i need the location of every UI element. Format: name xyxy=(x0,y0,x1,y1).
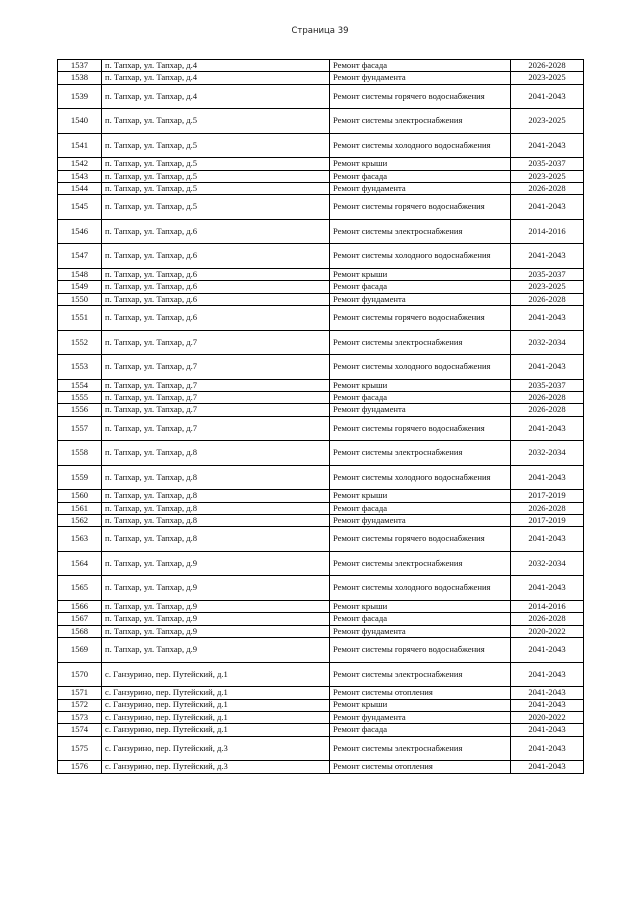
work-type-cell: Ремонт фасада xyxy=(330,502,511,514)
address-cell: п. Тапхар, ул. Тапхар, д.9 xyxy=(102,638,330,663)
period-cell: 2035-2037 xyxy=(511,268,584,280)
address-cell: п. Тапхар, ул. Тапхар, д.5 xyxy=(102,109,330,134)
period-cell: 2035-2037 xyxy=(511,379,584,391)
address-cell: п. Тапхар, ул. Тапхар, д.6 xyxy=(102,268,330,280)
table-row xyxy=(58,219,584,244)
period-cell: 2026-2028 xyxy=(511,293,584,305)
address-cell: п. Тапхар, ул. Тапхар, д.4 xyxy=(102,72,330,84)
address-cell: п. Тапхар, ул. Тапхар, д.8 xyxy=(102,490,330,502)
work-type-cell: Ремонт системы горячего водоснабжения xyxy=(330,306,511,331)
work-type-cell: Ремонт фасада xyxy=(330,170,511,182)
period-cell: 2023-2025 xyxy=(511,170,584,182)
period-cell: 2023-2025 xyxy=(511,72,584,84)
address-cell: п. Тапхар, ул. Тапхар, д.8 xyxy=(102,527,330,552)
period-cell: 2014-2016 xyxy=(511,600,584,612)
work-type-cell: Ремонт системы электроснабжения xyxy=(330,109,511,134)
table-row xyxy=(58,268,584,280)
address-cell: п. Тапхар, ул. Тапхар, д.7 xyxy=(102,416,330,441)
work-type-cell: Ремонт фундамента xyxy=(330,404,511,416)
row-number-cell: 1543 xyxy=(58,170,102,182)
row-number-cell: 1575 xyxy=(58,736,102,761)
table-row xyxy=(58,662,584,687)
table-row xyxy=(58,330,584,355)
work-type-cell: Ремонт фасада xyxy=(330,613,511,625)
row-number-cell: 1572 xyxy=(58,699,102,711)
row-number-cell: 1552 xyxy=(58,330,102,355)
row-number-cell: 1565 xyxy=(58,576,102,601)
address-cell: п. Тапхар, ул. Тапхар, д.8 xyxy=(102,502,330,514)
work-type-cell: Ремонт фасада xyxy=(330,724,511,736)
work-type-cell: Ремонт крыши xyxy=(330,158,511,170)
address-cell: п. Тапхар, ул. Тапхар, д.9 xyxy=(102,613,330,625)
table-row xyxy=(58,109,584,134)
work-type-cell: Ремонт системы холодного водоснабжения xyxy=(330,465,511,490)
period-cell: 2026-2028 xyxy=(511,60,584,72)
table-row xyxy=(58,72,584,84)
table-body xyxy=(58,60,584,774)
period-cell: 2017-2019 xyxy=(511,490,584,502)
row-number-cell: 1546 xyxy=(58,219,102,244)
table-row xyxy=(58,724,584,736)
work-type-cell: Ремонт системы электроснабжения xyxy=(330,662,511,687)
period-cell: 2035-2037 xyxy=(511,158,584,170)
period-cell: 2041-2043 xyxy=(511,699,584,711)
address-cell: п. Тапхар, ул. Тапхар, д.7 xyxy=(102,379,330,391)
period-cell: 2032-2034 xyxy=(511,330,584,355)
row-number-cell: 1568 xyxy=(58,625,102,637)
table-row xyxy=(58,736,584,761)
address-cell: п. Тапхар, ул. Тапхар, д.4 xyxy=(102,60,330,72)
work-type-cell: Ремонт фундамента xyxy=(330,515,511,527)
period-cell: 2041-2043 xyxy=(511,527,584,552)
table-row xyxy=(58,699,584,711)
row-number-cell: 1562 xyxy=(58,515,102,527)
period-cell: 2023-2025 xyxy=(511,281,584,293)
row-number-cell: 1564 xyxy=(58,551,102,576)
work-type-cell: Ремонт фасада xyxy=(330,281,511,293)
row-number-cell: 1550 xyxy=(58,293,102,305)
address-cell: п. Тапхар, ул. Тапхар, д.7 xyxy=(102,392,330,404)
table-row xyxy=(58,133,584,158)
table-row xyxy=(58,404,584,416)
address-cell: с. Ганзурино, пер. Путейский, д.3 xyxy=(102,736,330,761)
address-cell: с. Ганзурино, пер. Путейский, д.1 xyxy=(102,662,330,687)
work-type-cell: Ремонт системы отопления xyxy=(330,687,511,699)
period-cell: 2041-2043 xyxy=(511,638,584,663)
row-number-cell: 1556 xyxy=(58,404,102,416)
period-cell: 2014-2016 xyxy=(511,219,584,244)
table-row xyxy=(58,687,584,699)
row-number-cell: 1569 xyxy=(58,638,102,663)
period-cell: 2032-2034 xyxy=(511,441,584,466)
work-type-cell: Ремонт системы электроснабжения xyxy=(330,330,511,355)
row-number-cell: 1567 xyxy=(58,613,102,625)
period-cell: 2041-2043 xyxy=(511,244,584,269)
table-row xyxy=(58,527,584,552)
work-type-cell: Ремонт системы горячего водоснабжения xyxy=(330,416,511,441)
row-number-cell: 1545 xyxy=(58,195,102,220)
table-row xyxy=(58,183,584,195)
address-cell: п. Тапхар, ул. Тапхар, д.6 xyxy=(102,219,330,244)
work-type-cell: Ремонт системы электроснабжения xyxy=(330,551,511,576)
address-cell: п. Тапхар, ул. Тапхар, д.8 xyxy=(102,441,330,466)
row-number-cell: 1542 xyxy=(58,158,102,170)
row-number-cell: 1541 xyxy=(58,133,102,158)
work-type-cell: Ремонт системы холодного водоснабжения xyxy=(330,576,511,601)
row-number-cell: 1555 xyxy=(58,392,102,404)
row-number-cell: 1559 xyxy=(58,465,102,490)
table-row xyxy=(58,158,584,170)
address-cell: п. Тапхар, ул. Тапхар, д.5 xyxy=(102,158,330,170)
address-cell: п. Тапхар, ул. Тапхар, д.7 xyxy=(102,330,330,355)
address-cell: п. Тапхар, ул. Тапхар, д.7 xyxy=(102,404,330,416)
table-row xyxy=(58,490,584,502)
row-number-cell: 1544 xyxy=(58,183,102,195)
table-row xyxy=(58,576,584,601)
work-type-cell: Ремонт фундамента xyxy=(330,183,511,195)
period-cell: 2026-2028 xyxy=(511,613,584,625)
table-row xyxy=(58,638,584,663)
period-cell: 2041-2043 xyxy=(511,133,584,158)
address-cell: п. Тапхар, ул. Тапхар, д.8 xyxy=(102,465,330,490)
work-type-cell: Ремонт фундамента xyxy=(330,72,511,84)
row-number-cell: 1548 xyxy=(58,268,102,280)
row-number-cell: 1554 xyxy=(58,379,102,391)
period-cell: 2026-2028 xyxy=(511,183,584,195)
table-row xyxy=(58,244,584,269)
address-cell: п. Тапхар, ул. Тапхар, д.6 xyxy=(102,306,330,331)
work-type-cell: Ремонт системы отопления xyxy=(330,761,511,773)
work-type-cell: Ремонт фасада xyxy=(330,60,511,72)
table-row xyxy=(58,416,584,441)
row-number-cell: 1563 xyxy=(58,527,102,552)
address-cell: п. Тапхар, ул. Тапхар, д.8 xyxy=(102,515,330,527)
table-row xyxy=(58,515,584,527)
work-type-cell: Ремонт системы холодного водоснабжения xyxy=(330,355,511,380)
work-type-cell: Ремонт фасада xyxy=(330,392,511,404)
table-row xyxy=(58,392,584,404)
period-cell: 2041-2043 xyxy=(511,465,584,490)
address-cell: п. Тапхар, ул. Тапхар, д.4 xyxy=(102,84,330,109)
address-cell: п. Тапхар, ул. Тапхар, д.6 xyxy=(102,293,330,305)
work-type-cell: Ремонт фундамента xyxy=(330,711,511,723)
work-type-cell: Ремонт крыши xyxy=(330,600,511,612)
table-row xyxy=(58,170,584,182)
address-cell: п. Тапхар, ул. Тапхар, д.6 xyxy=(102,244,330,269)
table-row xyxy=(58,625,584,637)
table-row xyxy=(58,281,584,293)
row-number-cell: 1571 xyxy=(58,687,102,699)
table-row xyxy=(58,551,584,576)
period-cell: 2032-2034 xyxy=(511,551,584,576)
repair-schedule-table xyxy=(57,59,584,774)
page-number-label: Страница 39 xyxy=(291,26,349,36)
address-cell: п. Тапхар, ул. Тапхар, д.9 xyxy=(102,576,330,601)
period-cell: 2041-2043 xyxy=(511,195,584,220)
address-cell: с. Ганзурино, пер. Путейский, д.1 xyxy=(102,687,330,699)
row-number-cell: 1553 xyxy=(58,355,102,380)
period-cell: 2026-2028 xyxy=(511,392,584,404)
address-cell: п. Тапхар, ул. Тапхар, д.5 xyxy=(102,170,330,182)
work-type-cell: Ремонт системы электроснабжения xyxy=(330,219,511,244)
table-row xyxy=(58,465,584,490)
work-type-cell: Ремонт системы горячего водоснабжения xyxy=(330,195,511,220)
address-cell: с. Ганзурино, пер. Путейский, д.1 xyxy=(102,711,330,723)
work-type-cell: Ремонт системы холодного водоснабжения xyxy=(330,244,511,269)
row-number-cell: 1549 xyxy=(58,281,102,293)
address-cell: с. Ганзурино, пер. Путейский, д.1 xyxy=(102,699,330,711)
table-row xyxy=(58,84,584,109)
row-number-cell: 1561 xyxy=(58,502,102,514)
table-row xyxy=(58,379,584,391)
period-cell: 2020-2022 xyxy=(511,625,584,637)
address-cell: п. Тапхар, ул. Тапхар, д.5 xyxy=(102,195,330,220)
work-type-cell: Ремонт крыши xyxy=(330,379,511,391)
address-cell: п. Тапхар, ул. Тапхар, д.9 xyxy=(102,551,330,576)
work-type-cell: Ремонт крыши xyxy=(330,268,511,280)
period-cell: 2041-2043 xyxy=(511,724,584,736)
work-type-cell: Ремонт системы горячего водоснабжения xyxy=(330,527,511,552)
row-number-cell: 1574 xyxy=(58,724,102,736)
table-row xyxy=(58,600,584,612)
period-cell: 2041-2043 xyxy=(511,306,584,331)
period-cell: 2017-2019 xyxy=(511,515,584,527)
row-number-cell: 1576 xyxy=(58,761,102,773)
period-cell: 2041-2043 xyxy=(511,736,584,761)
address-cell: п. Тапхар, ул. Тапхар, д.6 xyxy=(102,281,330,293)
period-cell: 2041-2043 xyxy=(511,687,584,699)
table-row xyxy=(58,711,584,723)
work-type-cell: Ремонт системы электроснабжения xyxy=(330,441,511,466)
period-cell: 2026-2028 xyxy=(511,404,584,416)
address-cell: п. Тапхар, ул. Тапхар, д.7 xyxy=(102,355,330,380)
row-number-cell: 1540 xyxy=(58,109,102,134)
row-number-cell: 1537 xyxy=(58,60,102,72)
row-number-cell: 1551 xyxy=(58,306,102,331)
table-row xyxy=(58,195,584,220)
row-number-cell: 1558 xyxy=(58,441,102,466)
table-row xyxy=(58,613,584,625)
table-row xyxy=(58,761,584,773)
address-cell: п. Тапхар, ул. Тапхар, д.9 xyxy=(102,625,330,637)
period-cell: 2041-2043 xyxy=(511,355,584,380)
period-cell: 2023-2025 xyxy=(511,109,584,134)
address-cell: п. Тапхар, ул. Тапхар, д.5 xyxy=(102,183,330,195)
period-cell: 2041-2043 xyxy=(511,576,584,601)
work-type-cell: Ремонт крыши xyxy=(330,699,511,711)
address-cell: п. Тапхар, ул. Тапхар, д.9 xyxy=(102,600,330,612)
work-type-cell: Ремонт системы горячего водоснабжения xyxy=(330,84,511,109)
address-cell: с. Ганзурино, пер. Путейский, д.3 xyxy=(102,761,330,773)
table-row xyxy=(58,293,584,305)
table-row xyxy=(58,60,584,72)
period-cell: 2026-2028 xyxy=(511,502,584,514)
row-number-cell: 1539 xyxy=(58,84,102,109)
period-cell: 2041-2043 xyxy=(511,662,584,687)
row-number-cell: 1557 xyxy=(58,416,102,441)
address-cell: п. Тапхар, ул. Тапхар, д.5 xyxy=(102,133,330,158)
work-type-cell: Ремонт крыши xyxy=(330,490,511,502)
row-number-cell: 1566 xyxy=(58,600,102,612)
work-type-cell: Ремонт фундамента xyxy=(330,625,511,637)
period-cell: 2020-2022 xyxy=(511,711,584,723)
row-number-cell: 1538 xyxy=(58,72,102,84)
period-cell: 2041-2043 xyxy=(511,761,584,773)
row-number-cell: 1560 xyxy=(58,490,102,502)
table-row xyxy=(58,441,584,466)
work-type-cell: Ремонт системы электроснабжения xyxy=(330,736,511,761)
work-type-cell: Ремонт системы горячего водоснабжения xyxy=(330,638,511,663)
row-number-cell: 1547 xyxy=(58,244,102,269)
table-row xyxy=(58,502,584,514)
table-row xyxy=(58,355,584,380)
row-number-cell: 1570 xyxy=(58,662,102,687)
row-number-cell: 1573 xyxy=(58,711,102,723)
table-row xyxy=(58,306,584,331)
work-type-cell: Ремонт системы холодного водоснабжения xyxy=(330,133,511,158)
work-type-cell: Ремонт фундамента xyxy=(330,293,511,305)
period-cell: 2041-2043 xyxy=(511,416,584,441)
address-cell: с. Ганзурино, пер. Путейский, д.1 xyxy=(102,724,330,736)
period-cell: 2041-2043 xyxy=(511,84,584,109)
